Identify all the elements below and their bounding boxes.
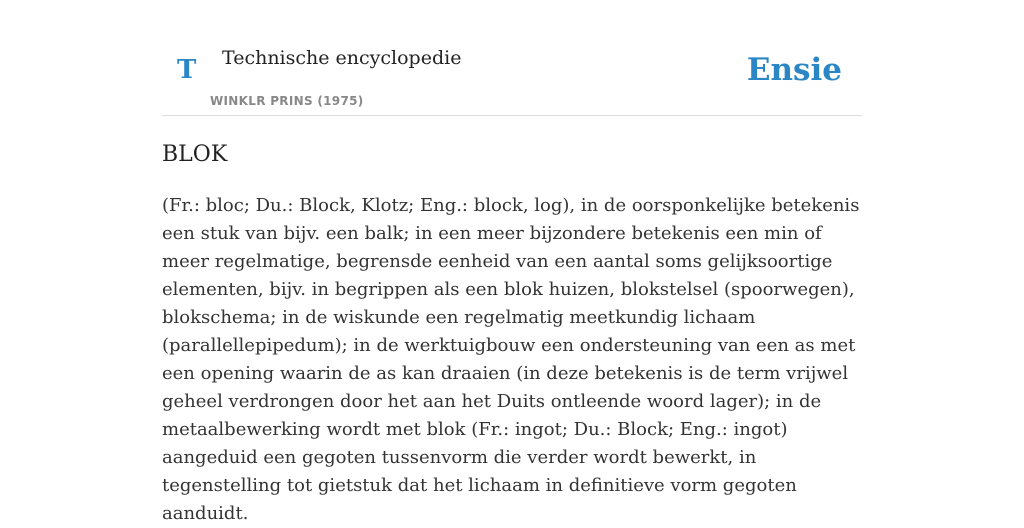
page-container [162,0,862,524]
source-title[interactable]: Technische encyclopedie [222,47,462,69]
entry-definition: (Fr.: bloc; Du.: Block, Klotz; Eng.: block, log), in de oorsponkelijke betekenis een stuk van bijv. een balk; in een meer bijzondere betekenis een min of meer regelmatige, begrensde eenheid van een aantal soms gelijksoortige elementen, bijv. in begrippen als een blok huizen, blokstelsel (spoorwegen), blokschema; in de wiskunde een regelmatig meetkundig lichaam (parallellepipedum); in de werktuigbouw een ondersteuning van een as met een opening waarin de as kan draaien (in deze betekenis is de term vrijwel geheel verdrongen door het aan het Duits ontleende woord lager); in de metaalbewerking wordt met blok (Fr.: ingot; Du.: Block; Eng.: ingot) aangeduid een gegoten tussenvorm die verder wordt bewerkt, in tegenstelling tot gietstuk dat het lichaam in definitieve vorm gegoten aanduidt. [162,195,860,524]
source-subtitle: WINKLR PRINS (1975) [210,94,364,108]
brand-logo[interactable]: Ensie [746,52,842,88]
entry-headword: BLOK [162,142,228,167]
source-header [162,0,862,116]
source-logo-icon[interactable]: T [177,55,197,85]
